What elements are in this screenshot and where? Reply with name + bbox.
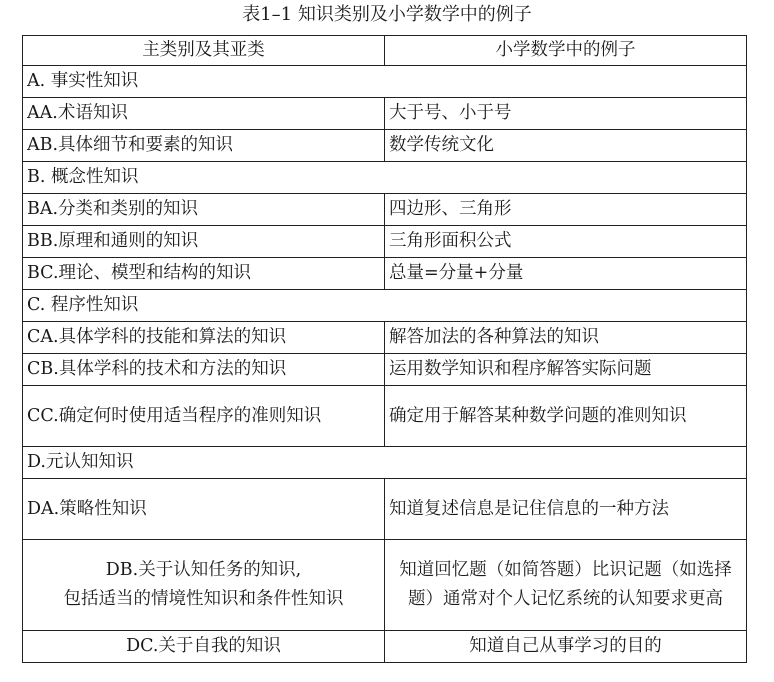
section-row-d — [23, 447, 747, 479]
example-cell: 知道自己从事学习的目的 — [385, 631, 747, 663]
category-cell: CA.具体学科的技能和算法的知识 — [23, 322, 385, 354]
table-row — [23, 226, 747, 258]
example-cell: 数学传统文化 — [385, 130, 747, 162]
section-title: B. 概念性知识 — [23, 162, 747, 194]
header-example: 小学数学中的例子 — [385, 36, 747, 66]
category-cell — [23, 540, 385, 631]
category-line: DB.关于认知任务的知识, — [105, 560, 302, 580]
example-cell: 大于号、小于号 — [385, 98, 747, 130]
table-row — [23, 386, 747, 447]
knowledge-table — [22, 35, 747, 663]
section-title: C. 程序性知识 — [23, 290, 747, 322]
category-cell: CB.具体学科的技术和方法的知识 — [23, 354, 385, 386]
category-cell: BC.理论、模型和结构的知识 — [23, 258, 385, 290]
example-cell: 总量=分量+分量 — [385, 258, 747, 290]
header-category: 主类别及其亚类 — [23, 36, 385, 66]
example-cell: 知道回忆题（如简答题）比识记题（如选择题）通常对个人记忆系统的认知要求更高 — [385, 540, 747, 631]
category-cell: BB.原理和通则的知识 — [23, 226, 385, 258]
section-row-b — [23, 162, 747, 194]
table-row — [23, 130, 747, 162]
example-cell: 四边形、三角形 — [385, 194, 747, 226]
table-row — [23, 258, 747, 290]
category-cell: BA.分类和类别的知识 — [23, 194, 385, 226]
table-row — [23, 354, 747, 386]
example-cell: 解答加法的各种算法的知识 — [385, 322, 747, 354]
example-cell: 三角形面积公式 — [385, 226, 747, 258]
category-cell: DC.关于自我的知识 — [23, 631, 385, 663]
table-row — [23, 479, 747, 540]
section-title: D.元认知知识 — [23, 447, 747, 479]
table-row — [23, 631, 747, 663]
example-cell: 知道复述信息是记住信息的一种方法 — [385, 479, 747, 540]
category-cell: DA.策略性知识 — [23, 479, 385, 540]
header-row — [23, 36, 747, 66]
example-cell: 确定用于解答某种数学问题的准则知识 — [385, 386, 747, 447]
category-cell: AA.术语知识 — [23, 98, 385, 130]
category-cell: CC.确定何时使用适当程序的准则知识 — [23, 386, 385, 447]
table-caption: 表1–1 知识类别及小学数学中的例子 — [242, 4, 532, 25]
table-row — [23, 194, 747, 226]
table-row — [23, 540, 747, 631]
section-title: A. 事实性知识 — [23, 66, 747, 98]
category-line: 包括适当的情境性知识和条件性知识 — [63, 589, 344, 609]
table-row — [23, 322, 747, 354]
category-cell: AB.具体细节和要素的知识 — [23, 130, 385, 162]
section-row-c — [23, 290, 747, 322]
section-row-a — [23, 66, 747, 98]
example-cell: 运用数学知识和程序解答实际问题 — [385, 354, 747, 386]
table-row — [23, 98, 747, 130]
